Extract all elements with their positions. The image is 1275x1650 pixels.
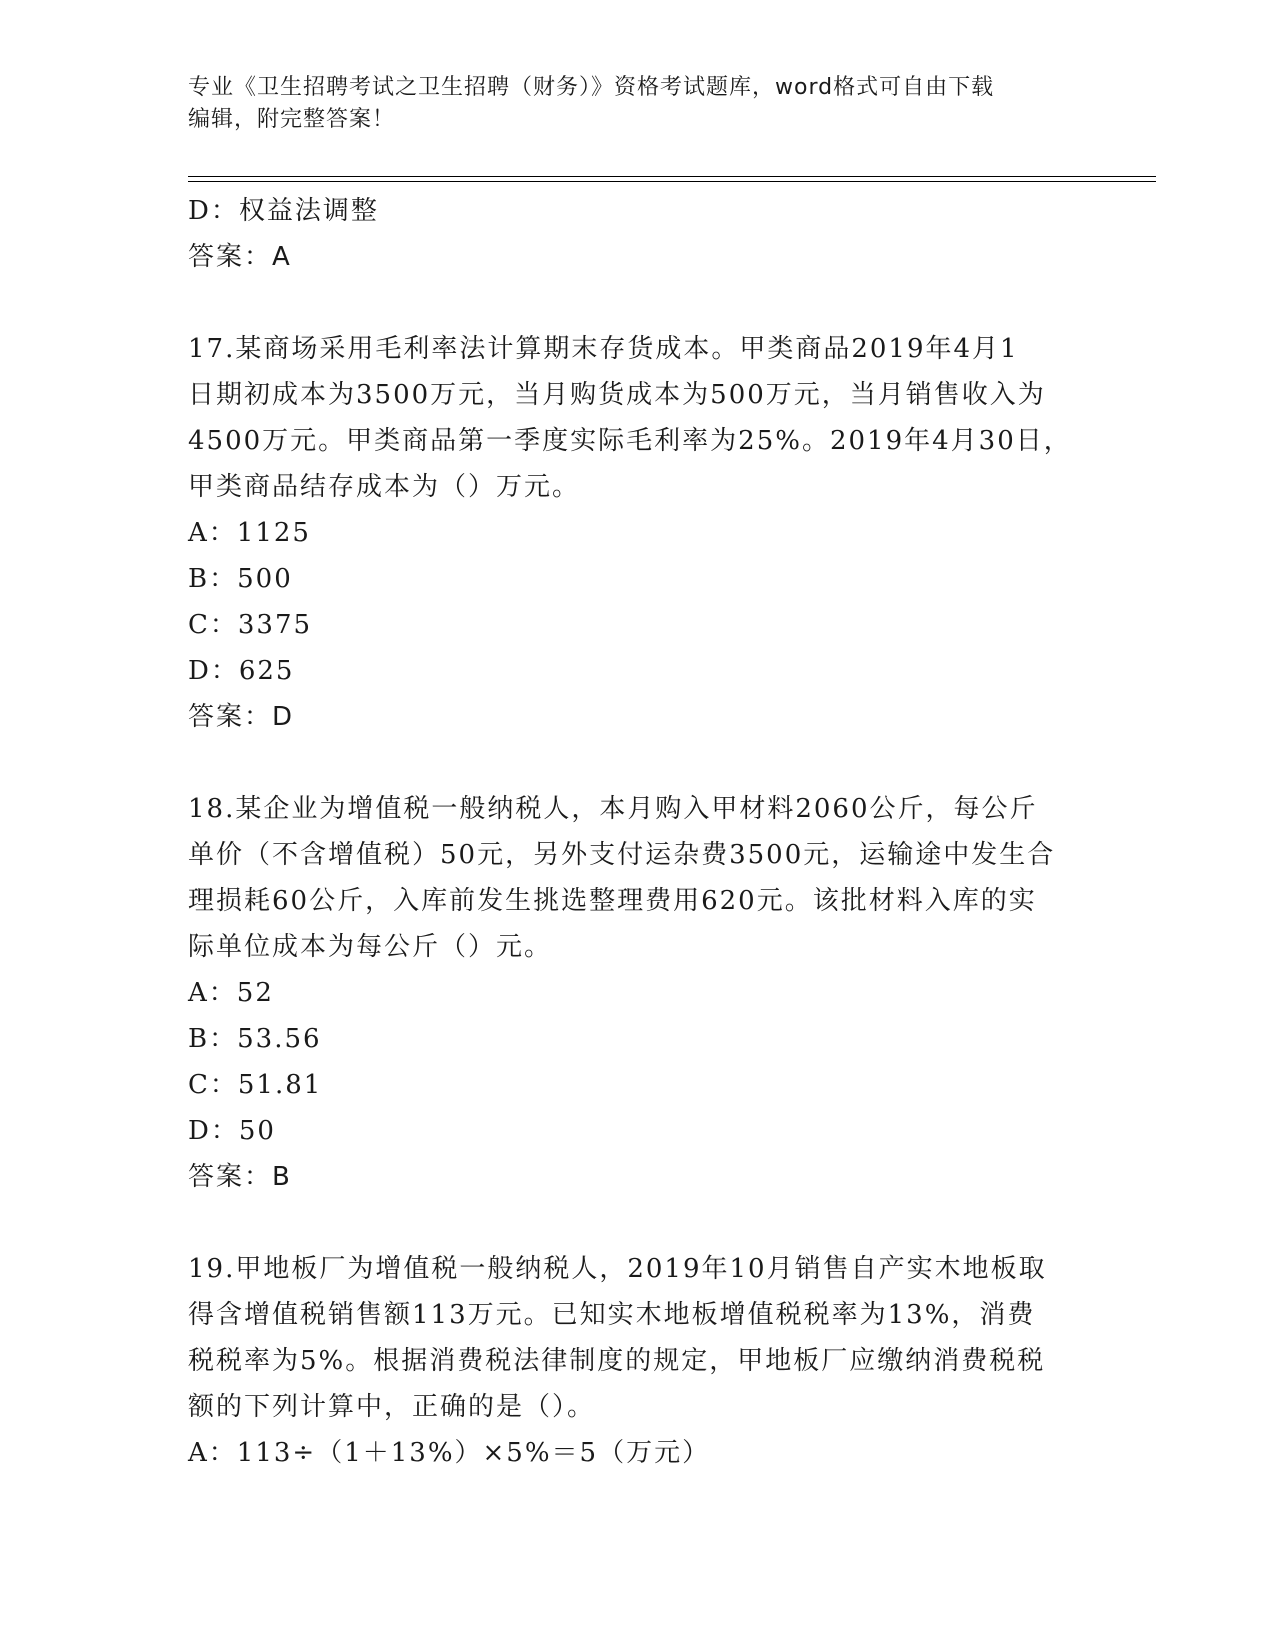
question-text-line: 18.某企业为增值税一般纳税人，本月购入甲材料2060公斤，每公斤 (188, 794, 1038, 824)
header-rule-thin (188, 181, 1156, 182)
document-header (188, 72, 1068, 136)
option-d: D：权益法调整 (188, 196, 379, 226)
answer: 答案：D (188, 702, 295, 732)
option-b: B：500 (188, 564, 293, 594)
question-text-line: 4500万元。甲类商品第一季度实际毛利率为25%。2019年4月30日， (188, 426, 1072, 456)
question-text-line: 17.某商场采用毛利率法计算期末存货成本。甲类商品2019年4月1 (188, 334, 1019, 364)
answer: 答案：B (188, 1162, 292, 1192)
question-text-line: 额的下列计算中，正确的是（）。 (188, 1392, 596, 1422)
option-a: A：1125 (188, 518, 311, 548)
header-line-2: 编辑，附完整答案！ (188, 107, 396, 132)
option-a: A：52 (188, 978, 274, 1008)
answer: 答案：A (188, 242, 292, 272)
question-19 (188, 1246, 1088, 1476)
question-text-line: 单价（不含增值税）50元，另外支付运杂费3500元，运输途中发生合 (188, 840, 1056, 870)
option-b: B：53.56 (188, 1024, 322, 1054)
question-text-line: 19.甲地板厂为增值税一般纳税人，2019年10月销售自产实木地板取 (188, 1254, 1047, 1284)
question-text-line: 际单位成本为每公斤（）元。 (188, 932, 553, 962)
question-text-line: 甲类商品结存成本为（）万元。 (188, 472, 581, 502)
header-rule-thick (188, 176, 1156, 177)
option-a: A：113÷（1＋13%）×5%＝5（万元） (188, 1438, 711, 1468)
option-d: D：625 (188, 656, 295, 686)
question-17 (188, 326, 1088, 740)
option-c: C：3375 (188, 610, 313, 640)
question-18 (188, 786, 1088, 1200)
option-d: D：50 (188, 1116, 276, 1146)
question-text-line: 理损耗60公斤，入库前发生挑选整理费用620元。该批材料入库的实 (188, 886, 1037, 916)
question-content (188, 188, 1088, 1476)
question-text-line: 得含增值税销售额113万元。已知实木地板增值税税率为13%，消费 (188, 1300, 1036, 1330)
question-text-line: 日期初成本为3500万元，当月购货成本为500万元，当月销售收入为 (188, 380, 1046, 410)
option-c: C：51.81 (188, 1070, 323, 1100)
header-line-1: 专业《卫生招聘考试之卫生招聘（财务）》资格考试题库，word格式可自由下载 (188, 75, 995, 100)
question-text-line: 税税率为5%。根据消费税法律制度的规定，甲地板厂应缴纳消费税税 (188, 1346, 1046, 1376)
